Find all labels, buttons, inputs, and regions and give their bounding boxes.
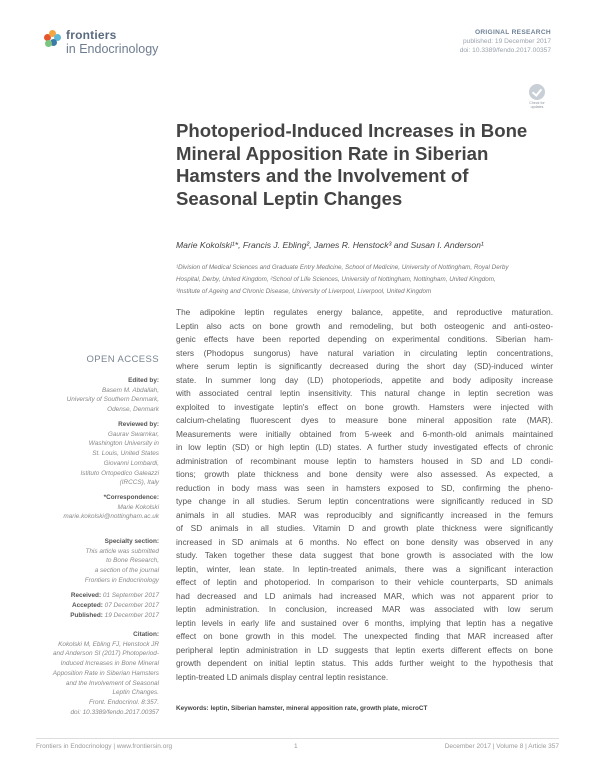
published-date-side: 19 December 2017 — [104, 612, 159, 619]
article-meta — [460, 28, 551, 55]
abstract-line: genic effects have been reported depending on experimental conditions. Siberian ham- — [176, 334, 553, 344]
specialty-line: Frontiers in Endocrinology — [84, 576, 159, 584]
citation-line: and the Involvement of Seasonal — [65, 679, 159, 687]
citation-doi[interactable]: doi: 10.3389/fendo.2017.00357 — [70, 708, 159, 716]
doi-link[interactable]: doi: 10.3389/fendo.2017.00357 — [459, 47, 551, 54]
abstract-line: in low leptin (SD) or high leptin (LD) states. A further study investigated effects of chronic — [176, 442, 553, 452]
abstract-line: leptin administration. In conclusion, increased MAR was associated with low serum — [176, 604, 553, 614]
affiliation-line: ¹Division of Medical Sciences and Graduate Entry Medicine, School of Medicine, University of Nottingham, Royal Derby — [176, 264, 509, 271]
abstract-line: peripheral leptin administration in LD suggests that leptin exerts different effects on bone — [176, 644, 553, 655]
footer-journal-name: Frontiers in Endocrinology — [36, 743, 112, 750]
received-row — [44, 591, 159, 601]
abstract-line: effect on bone growth in this model. The unexpected finding that MAR increased after — [176, 631, 553, 641]
keywords-list: leptin, Siberian hamster, mineral apposition rate, growth plate, microCT — [210, 705, 428, 712]
check-for-updates-badge[interactable] — [526, 84, 548, 109]
abstract-line: state. In summer long day (LD) photoperiods, appetite and body adiposity increase — [176, 374, 553, 385]
abstract-line: growth dependent on initial leptin status. This adds further weight to the hypothesis that — [176, 658, 553, 668]
article-title: Photoperiod-Induced Increases in Bone Mineral Apposition Rate in Siberian Hamsters and the Involvement of Seasonal Leptin Changes — [176, 120, 528, 209]
reviewer-line[interactable]: Giovanni Lombardi, — [103, 459, 159, 467]
abstract-line: leptin levels in early life and sustained over 6 months, implying that leptin has a negative — [176, 617, 553, 628]
citation-line: Induced Increases in Bone Mineral — [60, 660, 159, 668]
correspondence-block — [44, 493, 159, 522]
published-label: Published: — [70, 612, 103, 619]
journal-logo[interactable] — [44, 24, 204, 64]
accepted-row — [44, 601, 159, 611]
frontiers-logo-icon — [44, 30, 62, 48]
footer-url[interactable]: www.frontiersin.org — [116, 743, 173, 750]
published-date: published: 19 December 2017 — [463, 38, 551, 45]
footer-divider — [36, 738, 559, 739]
abstract-line: study. Taken together these data suggest that bone growth is associated with the low — [176, 550, 553, 560]
citation-label: Citation: — [133, 631, 159, 638]
footer-journal: Frontiers in Endocrinology | www.frontiersin.org — [36, 743, 173, 750]
affiliations — [176, 262, 556, 298]
reviewer-line: (IRCCS), Italy — [119, 479, 159, 487]
abstract-line: Measurements were initially obtained from 5-week and 6-month-old animals maintained — [176, 428, 553, 439]
citation-line: Kokolski M, Ebling FJ, Henstock JR — [58, 640, 159, 648]
specialty-section-block — [44, 537, 159, 586]
specialty-line: a section of the journal — [94, 567, 159, 575]
reviewer-line: St. Louis, United States — [92, 450, 159, 458]
reviewed-by-block — [44, 420, 159, 488]
journal-name: in Endocrinology — [66, 42, 159, 56]
accepted-label: Accepted: — [71, 602, 103, 609]
received-label: Received: — [70, 592, 102, 599]
edited-by-label: Edited by: — [128, 377, 159, 384]
abstract-line: calcium-chelating fluorescent dyes to measure bone mineral apposition rate (MAR). — [176, 415, 553, 425]
editor-line: University of Southern Denmark, — [66, 396, 159, 404]
abstract-line: effect of leptin and photoperiod. In comparison to their vehicle counterparts, SD animals — [176, 577, 553, 587]
brand-name: frontiers — [66, 28, 117, 42]
abstract — [176, 306, 553, 684]
published-row — [44, 611, 159, 621]
correspondent-name: Marie Kokolski — [117, 503, 159, 511]
editor-line[interactable]: Basem M. Abdallah, — [102, 386, 159, 394]
specialty-label: Specialty section: — [104, 538, 159, 545]
citation-line: and Anderson SI (2017) Photoperiod- — [53, 650, 159, 658]
abstract-line: increased in SD animals at 6 months. No effect on bone density was observed in any — [176, 536, 553, 547]
abstract-line: tions; growth plate thickness and bone density were also assessed. As expected, a — [176, 469, 553, 479]
abstract-line: leptin, winter, lean state. In leptin-treated animals, there was a significant interaction — [176, 563, 553, 574]
abstract-line: leptin-treated LD animals display central leptin resistance. — [176, 671, 389, 682]
citation-line: Leptin Changes. — [112, 689, 159, 697]
keywords-label: Keywords: — [176, 705, 209, 712]
abstract-line: where serum leptin is significantly decreased during the short day (SD)-induced winter — [176, 361, 553, 371]
received-date: 01 September 2017 — [102, 592, 159, 599]
keywords — [176, 705, 556, 712]
author-list: Marie Kokolski¹*, Francis J. Ebling², James R. Henstock³ and Susan I. Anderson¹ — [176, 240, 484, 250]
accepted-date: 07 December 2017 — [104, 602, 159, 609]
reviewer-line: Washington University in — [88, 440, 159, 448]
abstract-line: of SD animals in all studies. Vitamin D and growth plate thickness were significantly — [176, 523, 553, 533]
open-access-label: OPEN ACCESS — [86, 354, 159, 365]
footer-page-number: 1 — [294, 743, 298, 750]
abstract-line: Leptin also acts on bone growth and remodeling, but both osteogenic and anti-osteo- — [176, 320, 553, 331]
article-type: ORIGINAL RESEARCH — [474, 29, 551, 36]
citation-line: Apposition Rate in Siberian Hamsters — [52, 669, 159, 677]
abstract-line: animals in all studies. MAR was reproducibly and significantly increased in the femurs — [176, 509, 553, 520]
edited-by-block — [44, 376, 159, 415]
affiliation-line: Hospital, Derby, United Kingdom, ²School of Life Sciences, University of Nottingham, Nottingham, United Kingdom, — [176, 276, 496, 283]
abstract-line: exploited to investigate leptin's effect on bone growth. Hamsters were injected with — [176, 401, 553, 412]
footer-issue: December 2017 | Volume 8 | Article 357 — [444, 743, 559, 750]
citation-block — [44, 630, 159, 717]
abstract-line: with associated central leptin insensitivity. This natural change in leptin secretion was — [176, 388, 553, 398]
reviewer-line[interactable]: Gaurav Swarnkar, — [107, 430, 159, 438]
check-updates-label: Check for updates — [529, 101, 545, 109]
editor-line: Odense, Denmark — [107, 406, 159, 414]
reviewer-line: Istituto Ortopedico Galeazzi — [80, 469, 159, 477]
specialty-line: to Bone Research, — [106, 557, 159, 565]
correspondent-email[interactable]: marie.kokolski@nottingham.ac.uk — [63, 513, 159, 521]
abstract-line: The adipokine leptin regulates energy balance, appetite, and reproductive maturation. — [176, 307, 553, 317]
specialty-line: This article was submitted — [85, 547, 159, 555]
dates-block — [44, 591, 159, 621]
citation-line: Front. Endocrinol. 8:357. — [89, 698, 159, 706]
reviewed-by-label: Reviewed by: — [118, 421, 159, 428]
abstract-line: type change in all studies. Serum leptin concentrations were significantly reduced in SD — [176, 496, 553, 506]
abstract-line: reduction in body mass was seen in hamsters exposed to SD, confirming the pheno- — [176, 482, 553, 493]
abstract-line: administration of recombinant mouse leptin to hamsters housed in SD and LD condi- — [176, 455, 553, 466]
checkmark-icon — [529, 84, 545, 100]
affiliation-line: ³Institute of Ageing and Chronic Disease, University of Liverpool, Liverpool, United Kingdom — [176, 288, 432, 295]
abstract-line: had decreased and LD animals had increased MAR, which was not apparent prior to — [176, 590, 553, 601]
abstract-line: sters (Phodopus sungorus) have natural variation in circulating leptin concentrations, — [176, 347, 553, 358]
correspondence-label: *Correspondence: — [103, 494, 159, 501]
